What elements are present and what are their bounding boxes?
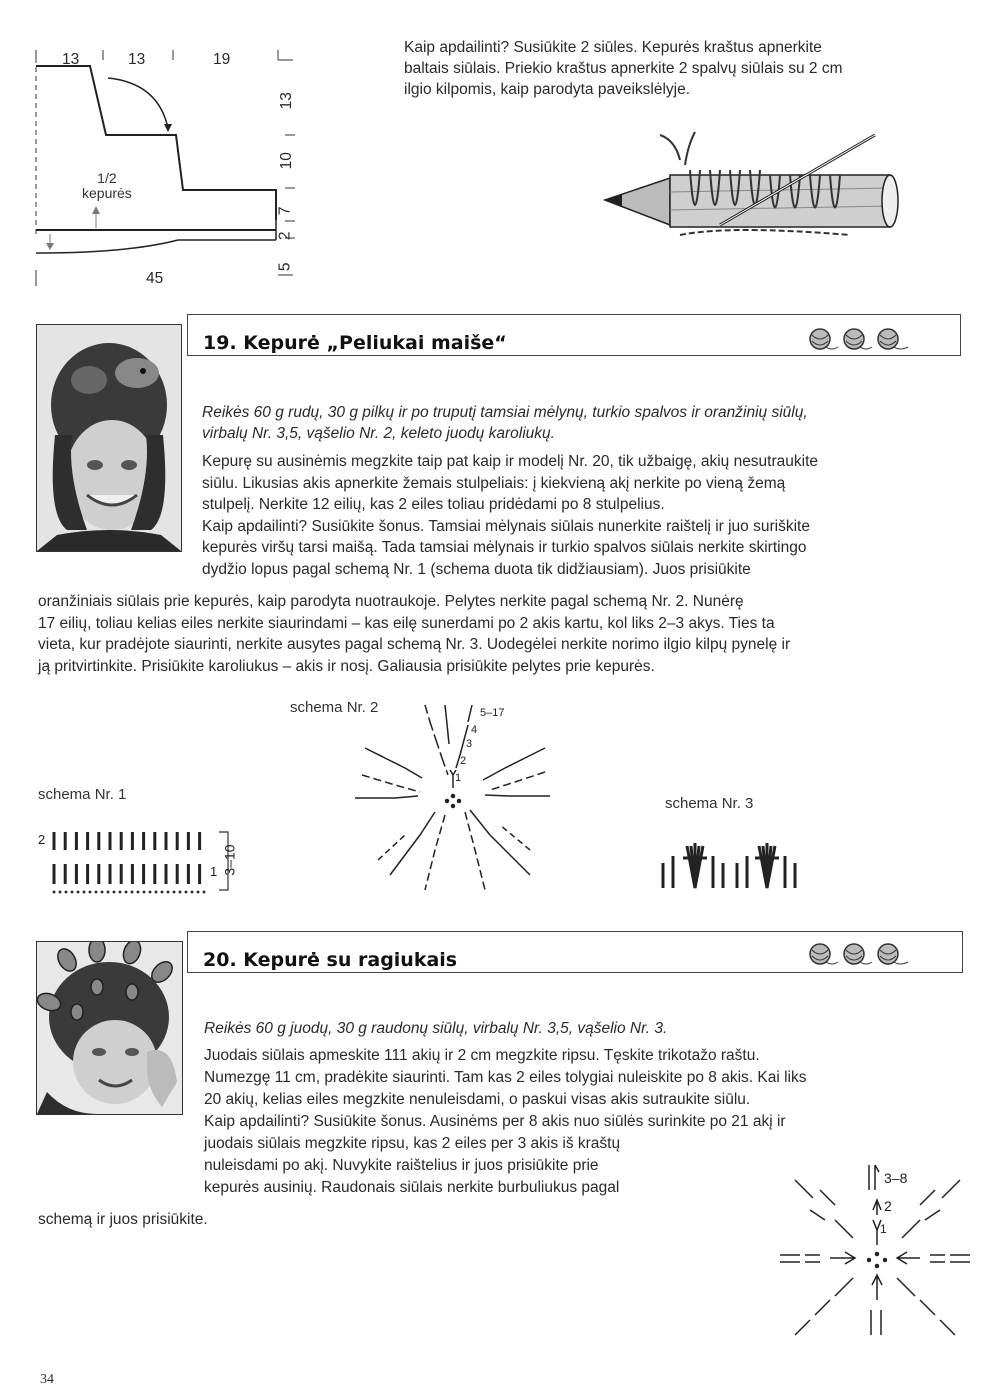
body-line: vieta, kur pradėjote siaurinti, nerkite ausytes pagal schemą Nr. 3. Uodegėlei nerkite norimo ilgio kilpų pynelę ir	[38, 636, 791, 653]
materials-line: Reikės 60 g rudų, 30 g pilkų ir po truputį tamsiai mėlynų, turkio spalvos ir oranžinių siūlų,	[202, 404, 808, 421]
schema-2-row-3: 3	[466, 738, 473, 750]
dim-side-3: 7	[276, 206, 294, 216]
schema-2-row-1: 1	[455, 772, 462, 784]
dim-side-5: 5	[276, 262, 294, 272]
section-19-title: 19. Kepurė „Peliukai maiše“	[203, 332, 507, 354]
bobble-schema-row-3-8: 3–8	[884, 1170, 908, 1186]
hat-pattern-diagram	[28, 38, 308, 293]
chain-stitch-mark	[185, 891, 188, 894]
body-line: juodais siūlais megzkite ripsu, kas 2 eiles per 3 akis iš kraštų	[204, 1135, 621, 1152]
chain-stitch-mark	[137, 891, 140, 894]
chain-stitch-mark	[143, 891, 146, 894]
section-20-header	[187, 931, 963, 973]
section-19-body-indented	[202, 451, 962, 581]
body-line: 20 akių, kelias eiles megzkite nenuleisdami, o paskui visas akis sutraukite siūlu.	[204, 1091, 751, 1108]
section-20-materials: Reikės 60 g juodų, 30 g raudonų siūlų, virbalų Nr. 3,5, vąšelio Nr. 3.	[204, 1020, 668, 1037]
body-line: stulpelį. Nerkite 12 eilių, kas 2 eiles toliau pridėdami po 8 stulpelius.	[202, 496, 665, 513]
photo-hat-horns	[36, 941, 183, 1115]
yarn-ball-icon	[810, 944, 838, 964]
chain-stitch-mark	[89, 891, 92, 894]
photo-hat-mice	[36, 324, 182, 552]
chain-stitch-mark	[83, 891, 86, 894]
dim-top-2: 13	[128, 51, 146, 68]
body-line: nuleisdami po akį. Nuvykite raištelius ir juos prisiūkite prie	[204, 1157, 599, 1174]
chain-stitch-mark	[155, 891, 158, 894]
text-line: baltais siūlais. Priekio kraštus apnerkite 2 spalvų siūlais su 2 cm	[404, 60, 843, 77]
chain-stitch-mark	[119, 891, 122, 894]
text-line: ilgio kilpomis, kaip parodyta paveikslėlyje.	[404, 81, 691, 98]
chain-stitch-mark	[101, 891, 104, 894]
yarn-ball-icon	[810, 329, 838, 349]
section-20-body-last: schemą ir juos prisiūkite.	[38, 1211, 208, 1228]
photo-child-hat-horns	[37, 942, 182, 1114]
chain-stitch-mark	[191, 891, 194, 894]
body-line: Kaip apdailinti? Susiūkite šonus. Tamsiai mėlynais siūlais nunerkite raištelį ir juo suriškite	[202, 517, 810, 535]
chain-stitch-mark	[59, 891, 62, 894]
dim-side-1: 13	[277, 92, 295, 110]
photo-child-hat-mice	[37, 325, 181, 551]
bobble-schema-chart	[775, 1160, 975, 1360]
dim-top-3: 19	[213, 51, 231, 68]
bobble-schema-row-2: 2	[884, 1198, 892, 1214]
dim-side-4: 2	[276, 231, 294, 241]
section-19-body-full	[38, 591, 968, 679]
schema-2-row-2: 2	[460, 755, 467, 767]
body-line: siūlu. Likusias akis apnerkite žemais stulpeliais: į kiekvieną akį nerkite po vieną žemą	[202, 474, 786, 492]
chain-stitch-mark	[65, 891, 68, 894]
yarn-ball-icon	[844, 944, 872, 964]
bobble-schema-row-1: 1	[880, 1222, 887, 1236]
schema-3-label: schema Nr. 3	[665, 795, 754, 812]
chain-stitch-mark	[131, 891, 134, 894]
text-line: Kaip apdailinti? Susiūkite 2 siūles. Kepurės kraštus apnerkite	[404, 39, 822, 56]
yarn-ball-icon	[844, 329, 872, 349]
body-line: Kepurę su ausinėmis megzkite taip pat kaip ir modelį Nr. 20, tik užbaigę, akių nesutraukite	[202, 453, 819, 470]
chain-stitch-mark	[203, 891, 206, 894]
difficulty-rating	[808, 325, 918, 355]
body-line: dydžio lopus pagal schemą Nr. 1 (schema duota tik didžiausiam). Juos prisiūkite	[202, 560, 751, 578]
body-line: Numezgę 11 cm, pradėkite siaurinti. Tam kas 2 eiles tolygiai nuleiskite po 8 akis. Kai liks	[204, 1069, 807, 1086]
difficulty-rating	[808, 940, 918, 970]
body-line: kepurės viršų tarsi maišą. Tada tamsiai mėlynais ir turkio spalvos siūlais nerkite skirtingo	[202, 539, 807, 556]
schema-2-row-5-17: 5–17	[480, 707, 505, 719]
chain-stitch-mark	[179, 891, 182, 894]
dim-top-1: 13	[62, 51, 80, 68]
page-number: 34	[40, 1372, 54, 1387]
schema-1-range: 3–10	[221, 844, 238, 876]
diagram-label-word: kepurės	[82, 185, 132, 201]
chain-stitch-mark	[125, 891, 128, 894]
pencil-crochet-illustration	[600, 130, 910, 260]
chain-stitch-mark	[53, 891, 56, 894]
diagram-label	[82, 171, 132, 201]
chain-stitch-mark	[173, 891, 176, 894]
chain-stitch-mark	[113, 891, 116, 894]
body-line: oranžiniais siūlais prie kepurės, kaip parodyta nuotraukoje. Pelytes nerkite pagal schemą Nr. 2. Nunėrę	[38, 593, 744, 610]
materials-line: virbalų Nr. 3,5, vąšelio Nr. 2, keleto juodų karoliukų.	[202, 425, 555, 442]
chain-stitch-mark	[161, 891, 164, 894]
yarn-ball-icon	[878, 944, 908, 964]
diagram-label-fraction: 1/2	[97, 170, 117, 186]
schema-1-row-2: 2	[38, 832, 46, 847]
schema-1-row-1: 1	[210, 864, 218, 879]
chain-stitch-mark	[197, 891, 200, 894]
chain-stitch-mark	[95, 891, 98, 894]
section-19-materials	[202, 402, 962, 446]
body-line: kepurės ausinių. Raudonais siūlais nerkite burbuliukus pagal	[204, 1179, 620, 1196]
body-line: ją pritvirtinkite. Prisiūkite karoliukus – akis ir nosį. Galiausia prisiūkite pelytes prie kepurės.	[38, 657, 655, 675]
yarn-ball-icon	[878, 329, 908, 349]
schema-1-label: schema Nr. 1	[38, 786, 127, 803]
chain-stitch-mark	[149, 891, 152, 894]
section-19-header	[187, 314, 961, 356]
schema-3-chart	[655, 838, 805, 893]
finishing-instructions	[404, 37, 964, 107]
chain-stitch-mark	[71, 891, 74, 894]
schema-2-chart	[350, 700, 560, 900]
dim-side-2: 10	[277, 152, 295, 170]
chain-stitch-mark	[167, 891, 170, 894]
schema-2-row-4: 4	[471, 724, 478, 736]
body-line: Juodais siūlais apmeskite 111 akių ir 2 cm megzkite ripsu. Tęskite trikotažo raštu.	[204, 1047, 760, 1064]
chain-stitch-mark	[107, 891, 110, 894]
schema-1-chart	[36, 826, 246, 896]
body-line: 17 eilių, toliau kelias eiles nerkite siaurindami – kas eilę sunerdami po 2 akis kartu, kol liks 2–3 akys. Ties ta	[38, 614, 775, 632]
section-20-title: 20. Kepurė su ragiukais	[203, 949, 458, 971]
dim-bottom: 45	[146, 270, 164, 287]
chain-stitch-mark	[77, 891, 80, 894]
body-line: Kaip apdailinti? Susiūkite šonus. Ausinėms per 8 akis nuo siūlės surinkite po 21 akį ir	[204, 1113, 786, 1130]
schema-2-label: schema Nr. 2	[290, 699, 379, 716]
